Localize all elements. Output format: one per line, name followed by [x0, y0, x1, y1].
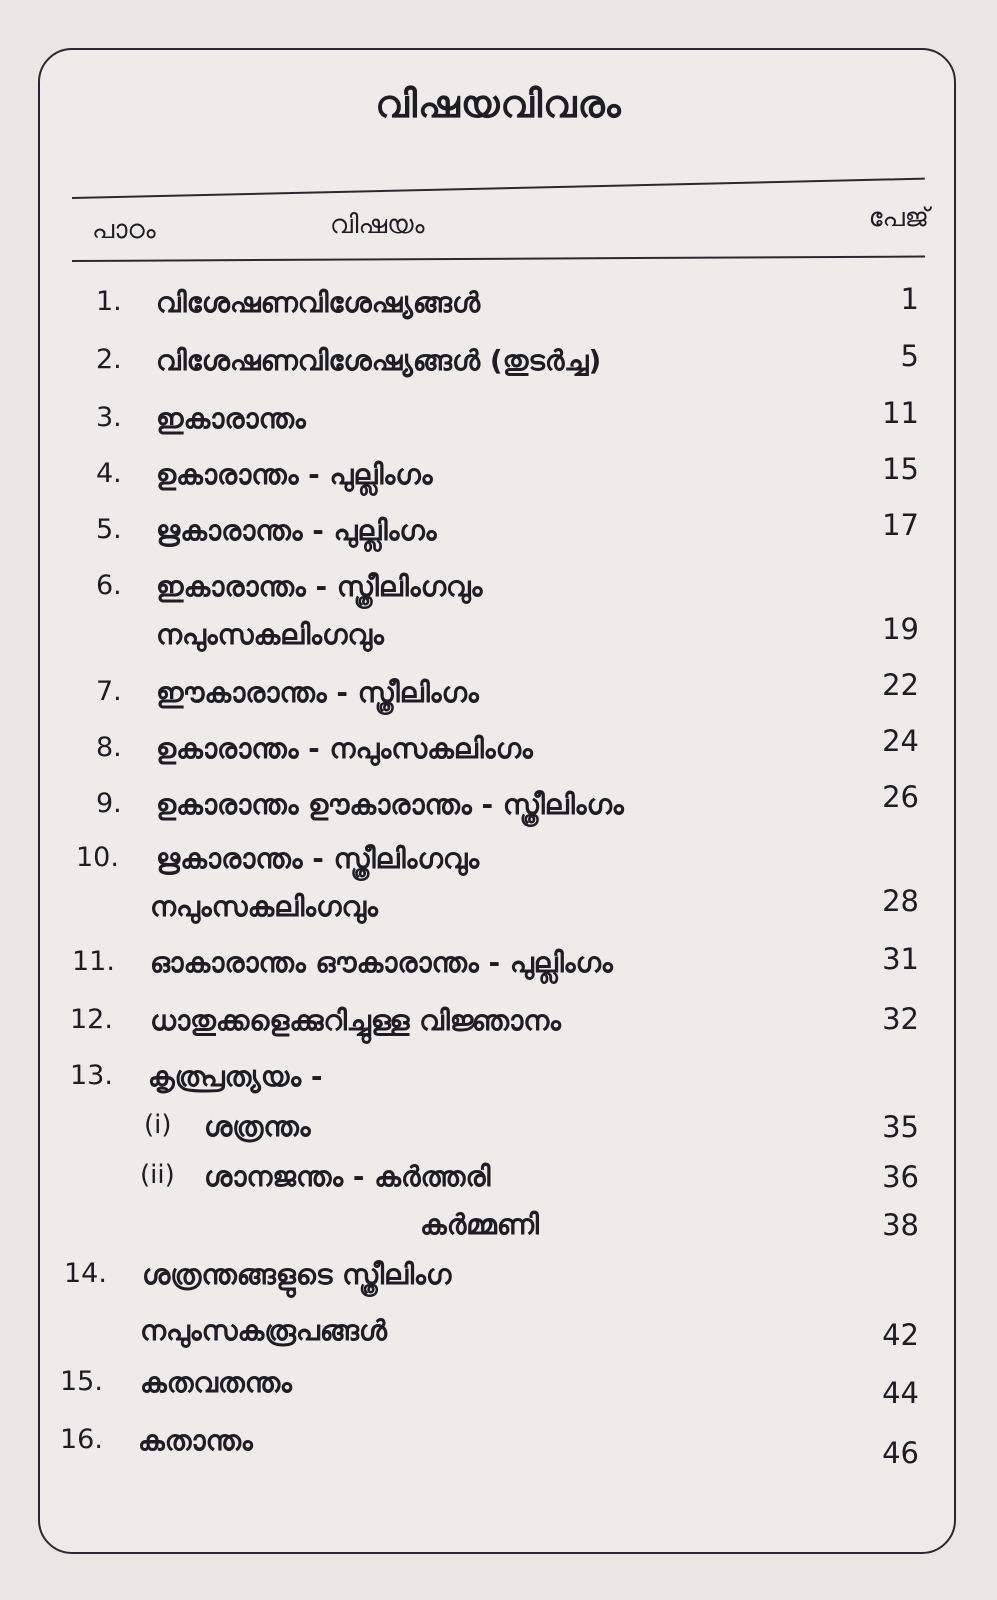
entry-title: ഈകാരാന്തം - സ്ത്രീലിംഗം: [156, 676, 479, 709]
toc-entry: [0, 842, 997, 892]
toc-entry: [0, 339, 997, 394]
entry-page: 11: [882, 396, 919, 430]
entry-page: 22: [882, 668, 919, 702]
toc-subentry: [0, 1160, 997, 1210]
entry-title: ഉകാരാന്തം - നപുംസകലിംഗം: [156, 732, 533, 765]
entry-title: ശത്രന്തങ്ങളുടെ സ്ത്രീലിംഗ: [142, 1258, 452, 1291]
entry-page: 32: [882, 1002, 919, 1036]
entry-number: 8.: [96, 732, 122, 763]
page-title: വിഷയവിവരം: [375, 82, 622, 126]
entry-title: ഇകാരാന്തം - സ്ത്രീലിംഗവും: [156, 570, 483, 603]
entry-page: 42: [882, 1318, 919, 1352]
toc-entry: [0, 780, 997, 838]
header-page: പേജ്: [868, 203, 929, 233]
toc-entry: [0, 570, 997, 620]
entry-title: ഇകാരാന്തം: [156, 402, 306, 435]
entry-page: 15: [882, 452, 919, 486]
entry-title: വിശേഷണവിശേഷ്യങ്ങൾ (തുടർച്ച): [156, 344, 602, 377]
entry-page: 36: [882, 1160, 919, 1194]
toc-entry: [0, 724, 997, 782]
toc-entry: [0, 282, 997, 336]
entry-title-line2: നപുംസകലിംഗവും: [150, 890, 378, 923]
entry-title: കൃത്പ്രത്യയം -: [148, 1060, 323, 1093]
toc-entry: [0, 668, 997, 726]
toc-entry-continued: [0, 884, 997, 940]
entry-title: കതവതന്തം: [140, 1366, 292, 1399]
entry-title-line2: നപുംസകരൂപങ്ങൾ: [140, 1314, 388, 1347]
toc-entry: [0, 508, 997, 564]
subentry-title: കർമ്മണി: [420, 1208, 540, 1241]
entry-page: 1: [900, 282, 919, 316]
entry-page: 17: [882, 508, 919, 542]
subentry-mark: (i): [144, 1110, 172, 1140]
entry-number: 14.: [64, 1258, 107, 1289]
toc-entry: [0, 1060, 997, 1110]
header-lesson: പാഠം: [92, 215, 156, 245]
entry-number: 11.: [72, 946, 115, 977]
toc-entry-continued: [0, 1314, 997, 1364]
entry-page: 24: [882, 724, 919, 758]
toc-entry: [0, 1258, 997, 1308]
toc-entry: [0, 1424, 997, 1474]
toc-entry: [0, 452, 997, 508]
toc-entry: [0, 1004, 997, 1054]
toc-entry: [0, 942, 997, 996]
subentry-title: ശത്രന്തം: [204, 1110, 311, 1143]
entry-title: ഓകാരാന്തം ഔകാരാന്തം - പുല്ലിംഗം: [150, 946, 613, 979]
entry-page: 26: [882, 780, 919, 814]
entry-title: ധാതുക്കളെക്കുറിച്ചുള്ള വിജ്ഞാനം: [150, 1004, 561, 1037]
entry-page: 28: [882, 884, 919, 918]
subentry-title: ശാനജന്തം - കർത്തരി: [204, 1160, 491, 1193]
entry-number: 13.: [70, 1060, 113, 1091]
entry-page: 35: [882, 1110, 919, 1144]
entry-title: ഉകാരാന്തം ഊകാരാന്തം - സ്ത്രീലിംഗം: [156, 788, 624, 821]
subentry-mark: (ii): [140, 1160, 175, 1190]
entry-page: 38: [882, 1208, 919, 1242]
entry-page: 19: [882, 612, 919, 646]
entry-number: 1.: [96, 286, 122, 317]
entry-title: ഉകാരാന്തം - പുല്ലിംഗം: [156, 458, 433, 491]
entry-title: വിശേഷണവിശേഷ്യങ്ങൾ: [156, 286, 481, 319]
entry-number: 7.: [96, 676, 122, 707]
entry-title: ഋകാരാന്തം - സ്ത്രീലിംഗവും: [156, 842, 480, 875]
toc-subentry: [0, 1208, 997, 1258]
entry-number: 15.: [60, 1366, 103, 1397]
entry-page: 44: [882, 1376, 919, 1410]
entry-number: 3.: [96, 402, 122, 433]
entry-title: കതാന്തം: [138, 1424, 253, 1457]
entry-number: 5.: [96, 514, 122, 545]
entry-number: 2.: [96, 344, 122, 375]
toc-entry: [0, 396, 997, 452]
header-subject: വിഷയം: [330, 210, 425, 240]
entry-number: 4.: [96, 458, 122, 489]
entry-number: 9.: [96, 788, 122, 819]
entry-page: 5: [900, 339, 919, 373]
toc-entry-continued: [0, 612, 997, 668]
entry-page: 46: [882, 1436, 919, 1470]
entry-title-line2: നപുംസകലിംഗവും: [156, 618, 384, 651]
entry-number: 16.: [60, 1424, 103, 1455]
entry-number: 6.: [96, 570, 122, 601]
toc-subentry: [0, 1110, 997, 1160]
entry-page: 31: [882, 942, 919, 976]
toc-entry: [0, 1366, 997, 1416]
entry-number: 10.: [76, 842, 119, 873]
entry-title: ഋകാരാന്തം - പുല്ലിംഗം: [156, 514, 437, 547]
entry-number: 12.: [70, 1004, 113, 1035]
